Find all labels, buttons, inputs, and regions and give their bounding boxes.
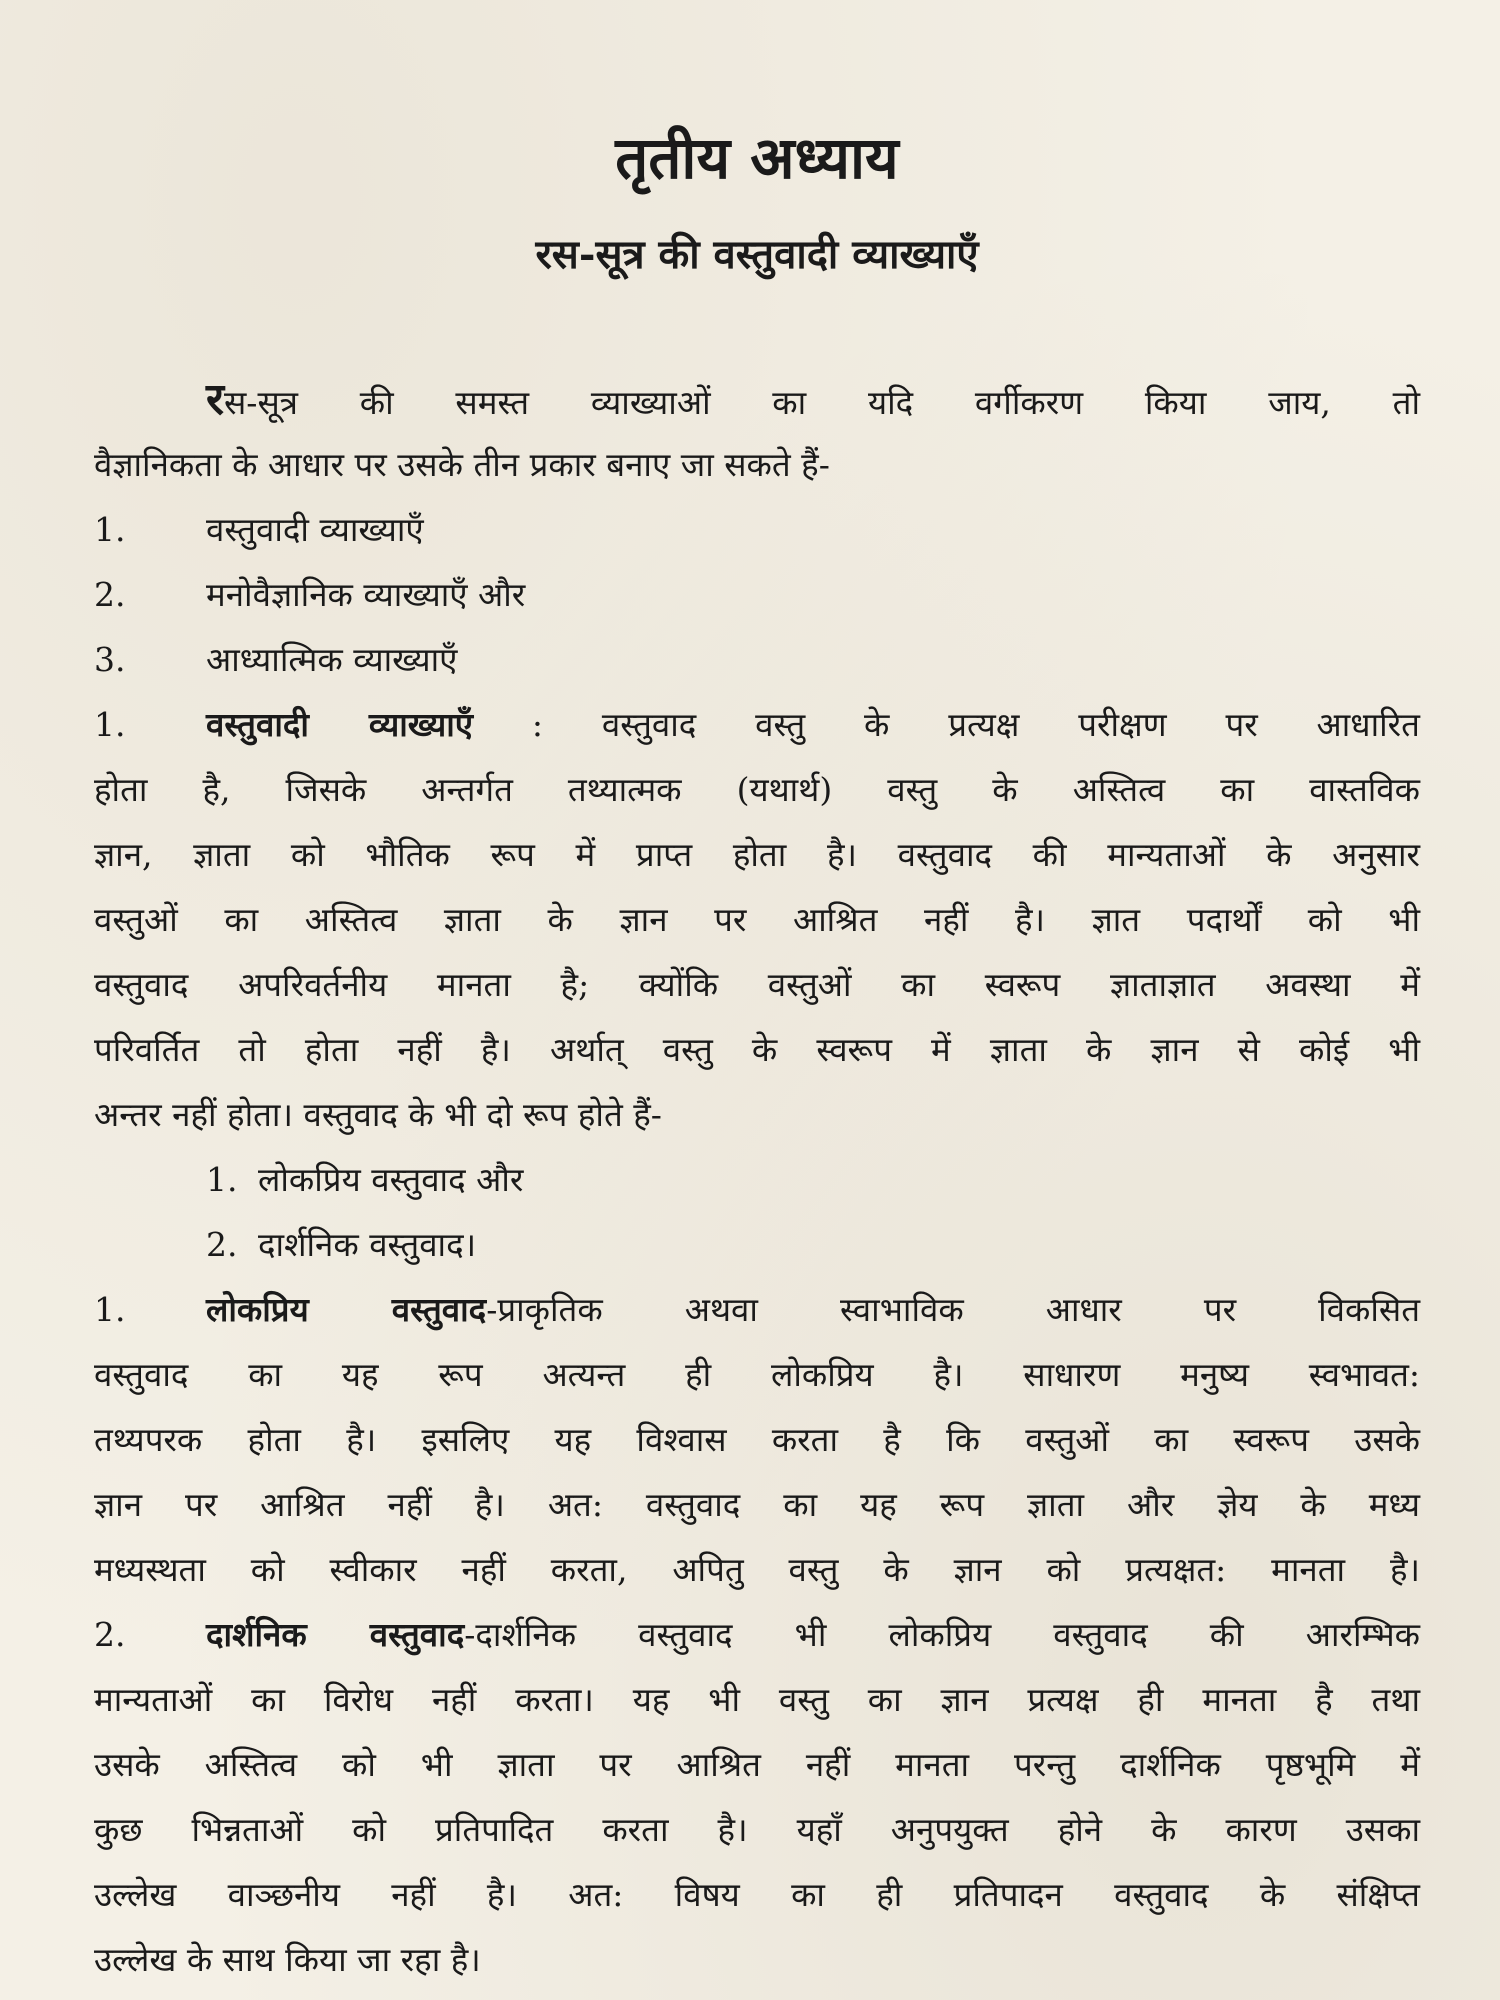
para3-heading: दार्शनिक वस्तुवाद	[206, 1615, 465, 1654]
list-text: वस्तुवादी व्याख्याएँ	[206, 510, 424, 549]
para3-line-4: कुछ भिन्नताओं को प्रतिपादित करता है। यहाँ अनुपयुक्त होने के कारण उसका	[94, 1810, 1420, 1849]
list-item	[94, 498, 1420, 562]
para1-line-5: वस्तुवाद अपरिवर्तनीय मानता है; क्योंकि वस्तुओं का स्वरूप ज्ञाताज्ञात अवस्था में	[94, 965, 1420, 1004]
intro-line-2: वैज्ञानिकता के आधार पर उसके तीन प्रकार बनाए जा सकते हैं-	[94, 445, 830, 484]
sublist-item	[94, 1148, 1420, 1212]
para2-text-1: -प्राकृतिक अथवा स्वाभाविक आधार पर विकसित	[486, 1290, 1420, 1329]
list-number: 3.	[94, 640, 126, 679]
para1-line-2: होता है, जिसके अन्तर्गत तथ्यात्मक (यथार्थ) वस्तु के अस्तित्व का वास्तविक	[94, 770, 1420, 809]
para1-number: 1.	[94, 705, 126, 744]
drop-cap: र	[206, 374, 224, 425]
para2-line-1	[94, 1278, 1420, 1342]
para1-text-1: : वस्तुवाद वस्तु के प्रत्यक्ष परीक्षण पर आधारित	[473, 705, 1420, 744]
sublist-text: दार्शनिक वस्तुवाद।	[258, 1225, 477, 1264]
sublist-item	[94, 1213, 1420, 1277]
para1-line-4: वस्तुओं का अस्तित्व ज्ञाता के ज्ञान पर आश्रित नहीं है। ज्ञात पदार्थों को भी	[94, 900, 1420, 939]
para1-line-1	[94, 693, 1420, 757]
sublist-text: लोकप्रिय वस्तुवाद और	[258, 1160, 524, 1199]
para3-line-3: उसके अस्तित्व को भी ज्ञाता पर आश्रित नहीं मानता परन्तु दार्शनिक पृष्ठभूमि में	[94, 1745, 1420, 1784]
para1-line-7: अन्तर नहीं होता। वस्तुवाद के भी दो रूप होते हैं-	[94, 1095, 662, 1134]
para3-line-2: मान्यताओं का विरोध नहीं करता। यह भी वस्तु का ज्ञान प्रत्यक्ष ही मानता है तथा	[94, 1680, 1420, 1719]
list-number: 2.	[94, 575, 126, 614]
list-number: 1.	[94, 510, 126, 549]
intro-text-1: स-सूत्र की समस्त व्याख्याओं का यदि वर्गीकरण किया जाय, तो	[224, 383, 1420, 422]
list-item	[94, 628, 1420, 692]
sublist-number: 2.	[206, 1225, 238, 1264]
list-item	[94, 563, 1420, 627]
intro-line-1	[94, 368, 1420, 435]
para2-heading: लोकप्रिय वस्तुवाद	[206, 1290, 487, 1329]
para2-number: 1.	[94, 1290, 126, 1329]
list-text: मनोवैज्ञानिक व्याख्याएँ और	[206, 575, 526, 614]
para3-line-5: उल्लेख वाञ्छनीय नहीं है। अत: विषय का ही प्रतिपादन वस्तुवाद के संक्षिप्त	[94, 1875, 1420, 1914]
para3-text-1: -दार्शनिक वस्तुवाद भी लोकप्रिय वस्तुवाद की आरम्भिक	[464, 1615, 1420, 1654]
para2-line-4: ज्ञान पर आश्रित नहीं है। अत: वस्तुवाद का यह रूप ज्ञाता और ज्ञेय के मध्य	[94, 1485, 1420, 1524]
para2-line-2: वस्तुवाद का यह रूप अत्यन्त ही लोकप्रिय है। साधारण मनुष्य स्वभावत:	[94, 1355, 1420, 1394]
para3-line-1	[94, 1603, 1420, 1667]
para1-line-3: ज्ञान, ज्ञाता को भौतिक रूप में प्राप्त होता है। वस्तुवाद की मान्यताओं के अनुसार	[94, 835, 1420, 874]
section-title: रस-सूत्र की वस्तुवादी व्याख्याएँ	[535, 231, 979, 278]
para2-line-5: मध्यस्थता को स्वीकार नहीं करता, अपितु वस्तु के ज्ञान को प्रत्यक्षत: मानता है।	[94, 1550, 1420, 1589]
sublist-number: 1.	[206, 1160, 238, 1199]
para2-line-3: तथ्यपरक होता है। इसलिए यह विश्वास करता है कि वस्तुओं का स्वरूप उसके	[94, 1420, 1420, 1459]
chapter-title: तृतीय अध्याय	[615, 124, 899, 192]
list-text: आध्यात्मिक व्याख्याएँ	[206, 640, 458, 679]
para1-heading: वस्तुवादी व्याख्याएँ	[206, 705, 474, 744]
para3-line-6: उल्लेख के साथ किया जा रहा है।	[94, 1940, 481, 1979]
para3-number: 2.	[94, 1615, 126, 1654]
para1-line-6: परिवर्तित तो होता नहीं है। अर्थात् वस्तु के स्वरूप में ज्ञाता के ज्ञान से कोई भी	[94, 1030, 1420, 1069]
